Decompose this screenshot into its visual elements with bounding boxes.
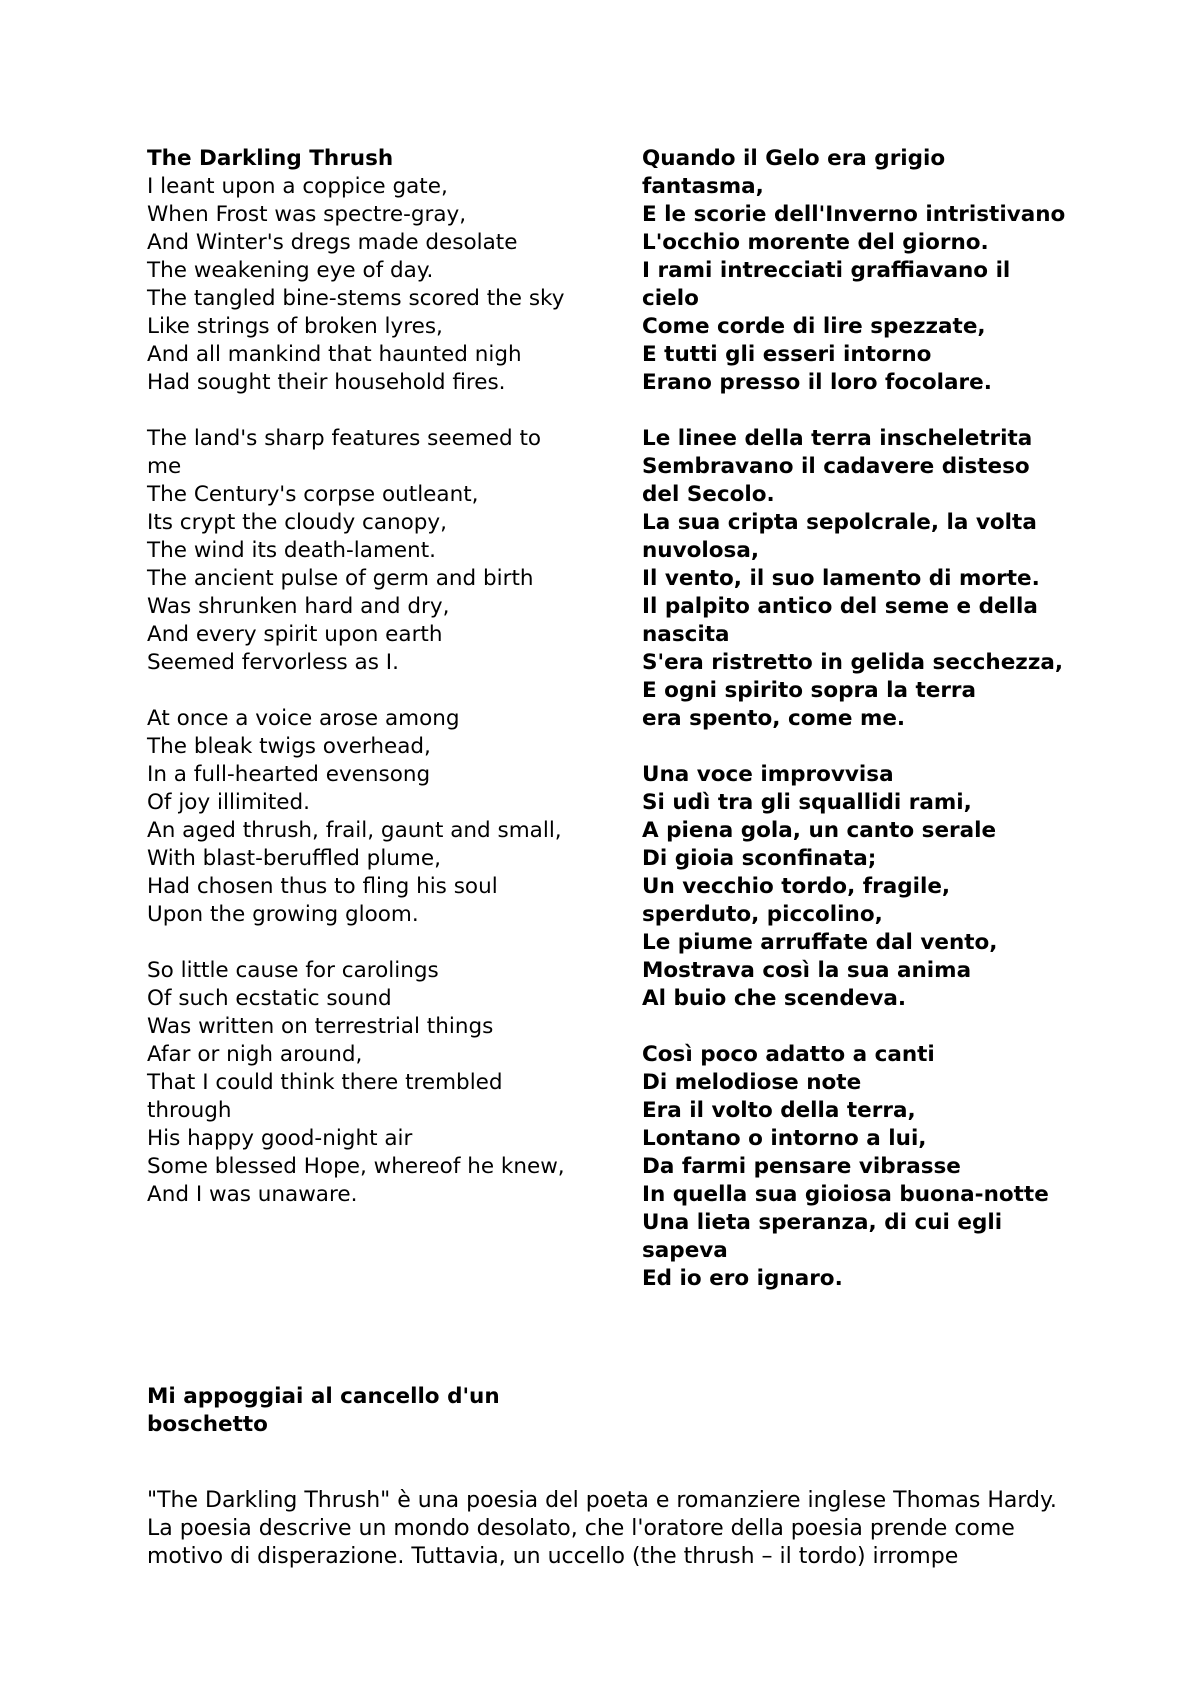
italian-verse-line: La sua cripta sepolcrale, la volta nuvolosa, (642, 510, 1037, 563)
italian-verse-line: Erano presso il loro focolare. (642, 370, 992, 395)
italian-stanza-gap (642, 397, 1072, 425)
italian-verse-line: Era il volto della terra, (642, 1098, 916, 1123)
italian-verse-line: Sembravano il cadavere disteso del Secolo. (642, 454, 1030, 507)
italian-verse-line: S'era ristretto in gelida secchezza, (642, 650, 1064, 675)
italian-verse-line: Un vecchio tordo, fragile, sperduto, piccolino, (642, 874, 951, 927)
english-verse-line: And Winter's dregs made desolate (147, 230, 518, 255)
english-verse-line: Some blessed Hope, whereof he knew, (147, 1154, 565, 1179)
italian-stanzas (642, 145, 1072, 1293)
english-verse-line: An aged thrush, frail, gaunt and small, (147, 818, 562, 843)
italian-verse-line: era spento, come me. (642, 706, 906, 731)
english-verse-line: When Frost was spectre-gray, (147, 202, 467, 227)
italian-verse-line: Da farmi pensare vibrasse (642, 1154, 961, 1179)
english-verse-line: And all mankind that haunted nigh (147, 342, 522, 367)
italian-stanza (642, 761, 1072, 1013)
italian-first-line-heading: Mi appoggiai al cancello d'un boschetto (147, 1384, 500, 1437)
english-verse-line: Its crypt the cloudy canopy, (147, 510, 447, 535)
english-verse-line: I leant upon a coppice gate, (147, 174, 448, 199)
english-verse-line: Seemed fervorless as I. (147, 650, 399, 675)
commentary-paragraph: "The Darkling Thrush" è una poesia del poeta e romanziere inglese Thomas Hardy. La poesia descrive un mondo desolato, che l'oratore della poesia prende come motivo di disperazione. Tuttavia, un uccello (the thrush – il tordo) irrompe (147, 1488, 1057, 1569)
english-verse-line: Was shrunken hard and dry, (147, 594, 450, 619)
english-verse-line: With blast-beruffled plume, (147, 846, 441, 871)
english-verse-line: Was written on terrestrial things (147, 1014, 494, 1039)
english-verse-line: Of such ecstatic sound (147, 986, 392, 1011)
english-verse-line: And every spirit upon earth (147, 622, 443, 647)
italian-verse-line: In quella sua gioiosa buona-notte (642, 1182, 1049, 1207)
english-verse-line: That I could think there trembled through (147, 1070, 503, 1123)
italian-verse-line: Al buio che scendeva. (642, 986, 907, 1011)
italian-verse-line: Ed io ero ignaro. (642, 1266, 843, 1291)
italian-stanza-gap (642, 733, 1072, 761)
english-verse-line: His happy good-night air (147, 1126, 413, 1151)
english-stanza (147, 425, 572, 677)
english-stanza-gap (147, 397, 572, 425)
italian-verse-line: I rami intrecciati graffiavano il cielo (642, 258, 1011, 311)
english-stanza (147, 957, 572, 1209)
italian-verse-line: Di gioia sconfinata; (642, 846, 877, 871)
italian-verse-line: Di melodiose note (642, 1070, 862, 1095)
english-verse-line: Upon the growing gloom. (147, 902, 419, 927)
english-verse-line: The ancient pulse of germ and birth (147, 566, 534, 591)
english-verse-line: The bleak twigs overhead, (147, 734, 431, 759)
english-verse-line: The weakening eye of day. (147, 258, 434, 283)
english-stanzas (147, 173, 572, 1209)
english-poem (147, 145, 572, 1209)
italian-verse-line: Le linee della terra inscheletrita (642, 426, 1033, 451)
english-verse-line: Afar or nigh around, (147, 1042, 363, 1067)
english-verse-line: So little cause for carolings (147, 958, 439, 983)
english-verse-line: The wind its death-lament. (147, 538, 437, 563)
italian-verse-line: Lontano o intorno a lui, (642, 1126, 927, 1151)
english-verse-line: The tangled bine-stems scored the sky (147, 286, 565, 311)
italian-verse-line: Mostrava così la sua anima (642, 958, 972, 983)
english-stanza (147, 173, 572, 397)
poem-title: The Darkling Thrush (147, 146, 394, 171)
english-stanza (147, 705, 572, 929)
english-verse-line: The land's sharp features seemed to me (147, 426, 542, 479)
italian-verse-line: E le scorie dell'Inverno intristivano (642, 202, 1066, 227)
english-stanza-gap (147, 677, 572, 705)
english-verse-line: And I was unaware. (147, 1182, 358, 1207)
english-verse-line: Had sought their household fires. (147, 370, 506, 395)
italian-verse-line: E ogni spirito sopra la terra (642, 678, 977, 703)
italian-verse-line: L'occhio morente del giorno. (642, 230, 989, 255)
english-verse-line: Like strings of broken lyres, (147, 314, 443, 339)
italian-verse-line: Una voce improvvisa (642, 762, 894, 787)
italian-verse-line: Si udì tra gli squallidi rami, (642, 790, 972, 815)
italian-stanza (642, 1041, 1072, 1293)
italian-verse-line: A piena gola, un canto serale (642, 818, 997, 843)
italian-stanza (642, 145, 1072, 397)
italian-verse-line: Il vento, il suo lamento di morte. (642, 566, 1040, 591)
italian-translation (642, 145, 1072, 1293)
english-verse-line: The Century's corpse outleant, (147, 482, 479, 507)
italian-verse-line: Come corde di lire spezzate, (642, 314, 986, 339)
italian-verse-line: Quando il Gelo era grigio fantasma, (642, 146, 946, 199)
italian-stanza-gap (642, 1013, 1072, 1041)
italian-verse-line: Così poco adatto a canti (642, 1042, 935, 1067)
italian-verse-line: Il palpito antico del seme e della nascita (642, 594, 1038, 647)
english-verse-line: Had chosen thus to fling his soul (147, 874, 498, 899)
english-verse-line: At once a voice arose among (147, 706, 460, 731)
english-verse-line: Of joy illimited. (147, 790, 310, 815)
italian-verse-line: Le piume arruffate dal vento, (642, 930, 998, 955)
italian-verse-line: E tutti gli esseri intorno (642, 342, 932, 367)
italian-verse-line: Una lieta speranza, di cui egli sapeva (642, 1210, 1003, 1263)
english-verse-line: In a full-hearted evensong (147, 762, 431, 787)
english-stanza-gap (147, 929, 572, 957)
italian-stanza (642, 425, 1072, 733)
